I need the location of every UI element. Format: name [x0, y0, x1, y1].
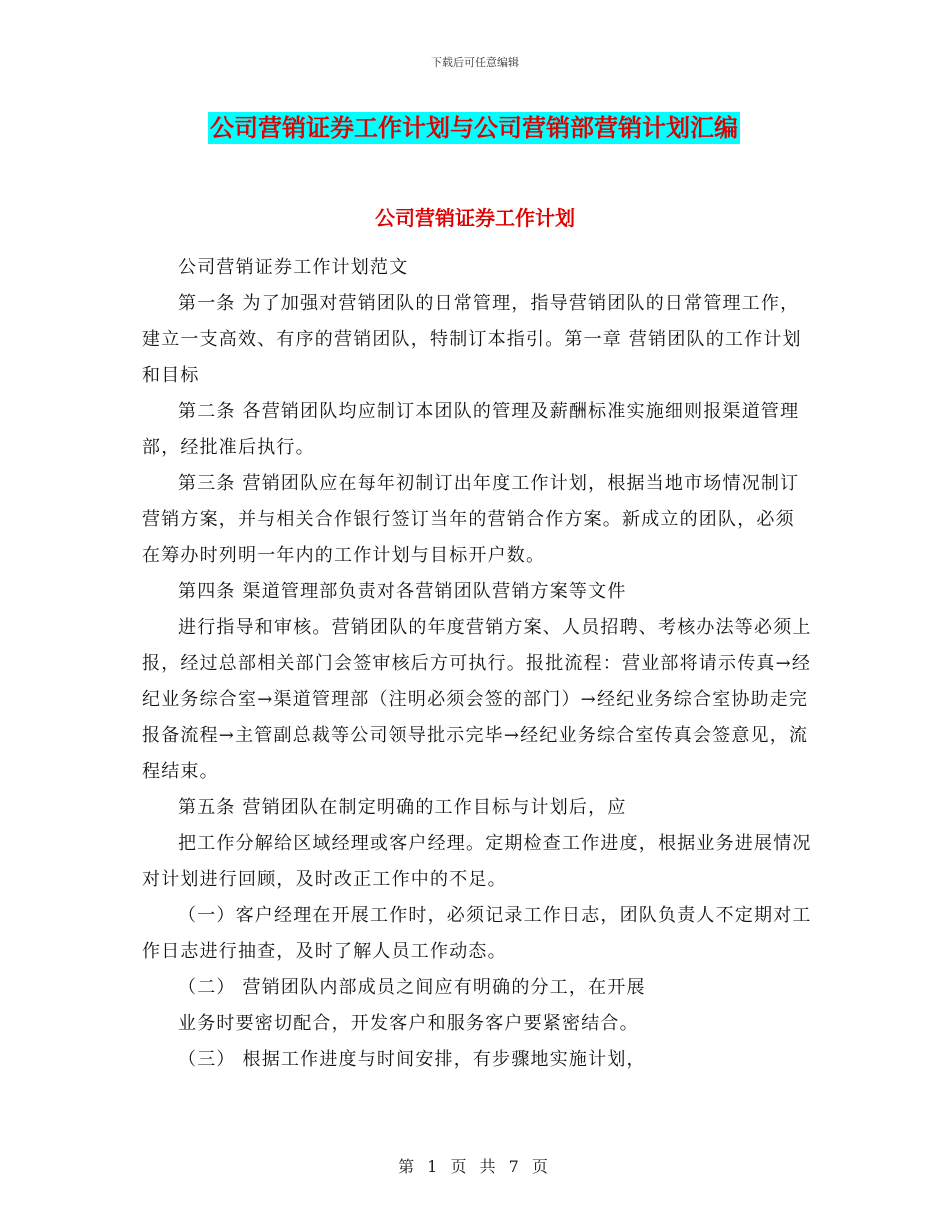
paragraph-item-1: （一）客户经理在开展工作时，必须记录工作日志，团队负责人不定期对工作日志进行抽查，及时了解人员工作动态。 [142, 905, 812, 962]
paragraph-item-2: （二） 营销团队内部成员之间应有明确的分工，在开展 [178, 977, 646, 998]
paragraph-article-3: 第三条 营销团队应在每年初制订出年度工作计划，根据当地市场情况制订营销方案，并与相关合作银行签订当年的营销合作方案。新成立的团队，必须在筹办时列明一年内的工作计划与目标开户数。 [142, 473, 800, 566]
page-footer: 第 1 页 共 7 页 [398, 1157, 552, 1176]
paragraph-article-4-continued: 进行指导和审核。营销团队的年度营销方案、人员招聘、考核办法等必须上报，经过总部相关部门会签审核后方可执行。报批流程：营业部将请示传真→经纪业务综合室→渠道管理部（注明必须会签的部门）→经纪业务综合室协助走完报备流程→主管副总裁等公司领导批示完毕→经纪业务综合室传真会签意见，流程结束。 [142, 617, 812, 782]
paragraph-item-2-continued: 业务时要密切配合，开发客户和服务客户要紧密结合。 [178, 1013, 639, 1034]
paragraph-article-5: 第五条 营销团队在制定明确的工作目标与计划后，应 [178, 797, 627, 818]
header-note: 下载后可任意编辑 [431, 56, 519, 69]
document-body [142, 250, 812, 1078]
paragraph-intro: 公司营销证券工作计划范文 [178, 257, 409, 278]
document-title: 公司营销证券工作计划与公司营销部营销计划汇编 [210, 114, 738, 142]
paragraph-article-4: 第四条 渠道管理部负责对各营销团队营销方案等文件 [178, 581, 627, 602]
paragraph-article-5-continued: 把工作分解给区域经理或客户经理。定期检查工作进度，根据业务进展情况对计划进行回顾，及时改正工作中的不足。 [142, 833, 812, 890]
paragraph-item-3: （三） 根据工作进度与时间安排，有步骤地实施计划， [178, 1049, 646, 1070]
section-title: 公司营销证券工作计划 [375, 206, 575, 230]
paragraph-article-2: 第二条 各营销团队均应制订本团队的管理及薪酬标准实施细则报渠道管理部，经批准后执行。 [142, 401, 800, 458]
paragraph-article-1: 第一条 为了加强对营销团队的日常管理，指导营销团队的日常管理工作，建立一支高效、有序的营销团队，特制订本指引。第一章 营销团队的工作计划和目标 [142, 293, 802, 386]
